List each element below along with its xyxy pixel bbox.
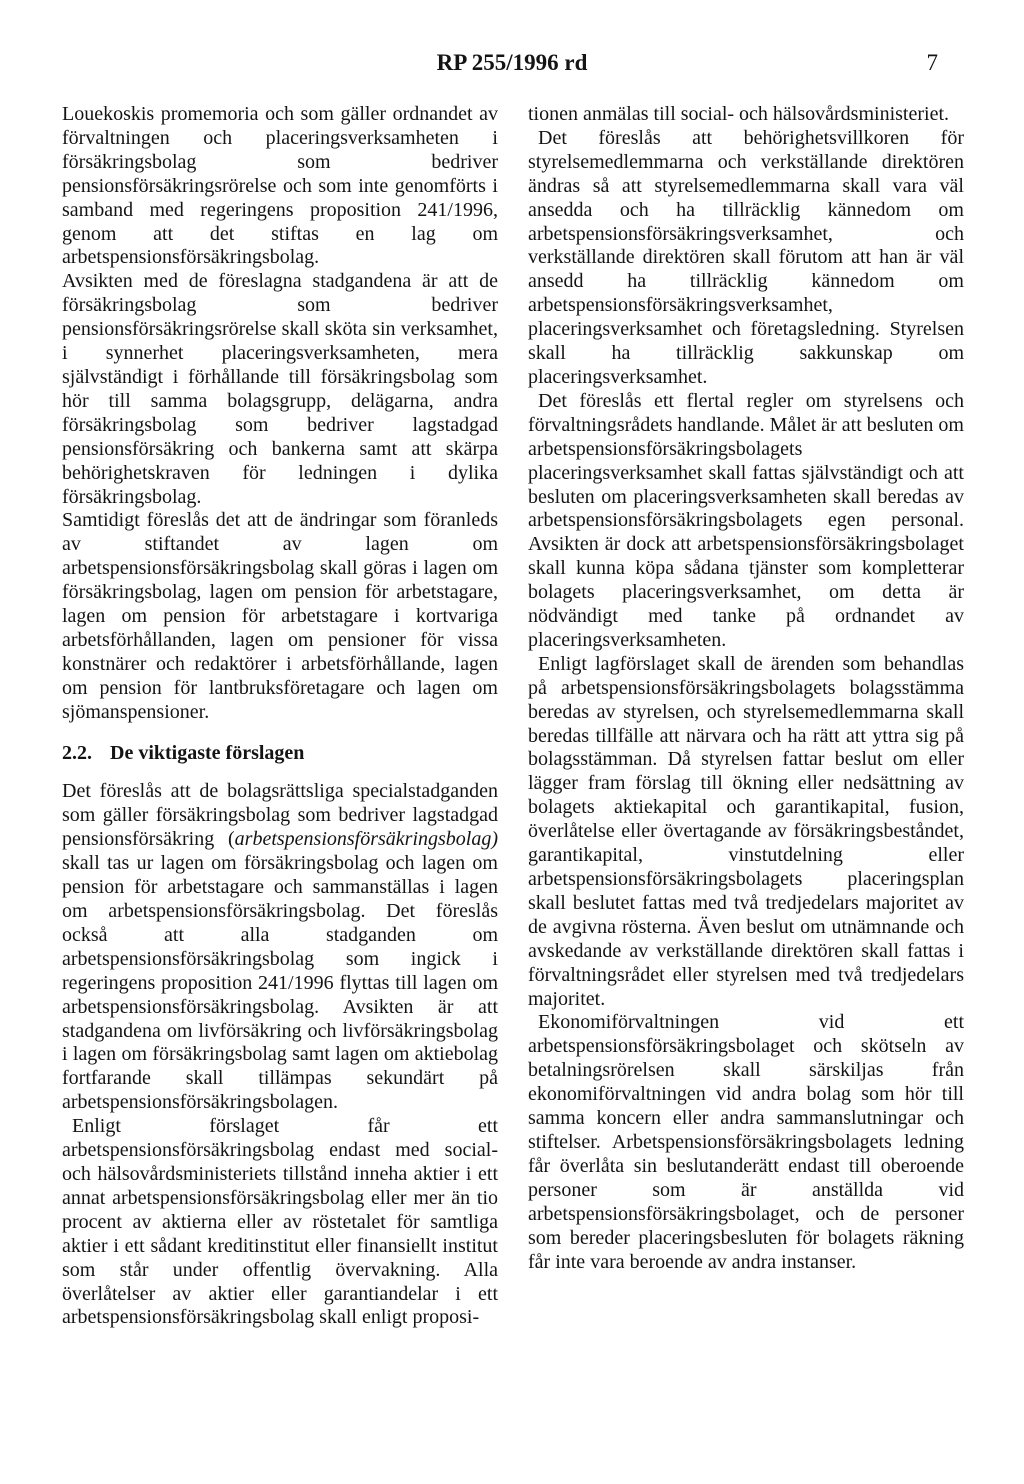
left-column (62, 103, 498, 1330)
paragraph: Enligt lagförslaget skall de ärenden som behandlas på arbetspensionsförsäkringsbolagets bolagsstämma beredas av styrelsen, och styrelsemedlemmarna skall beredas tillfälle att närvara och ha rätt att yttra sig på bolagsstämman. Då styrelsen fattar beslut om eller lägger fram förslag till ökning eller nedsättning av bolagets aktiekapital och garantikapital, fusion, överlåtelse eller övertagande av försäkringsbeståndet, garantikapital, vinstutdelning eller arbetspensionsförsäkringsbolagets placeringsplan skall beslutet fattas med två tredjedelars majoritet av de avgivna rösterna. Även beslut om utnämnande och avskedande av verkställande direktören skall fattas i förvaltningsrådet eller styrelsen med två tredjedelars majoritet. (528, 652, 964, 1010)
page-number: 7 (926, 50, 938, 75)
right-column (528, 103, 964, 1274)
paragraph: Avsikten med de föreslagna stadgandena är att de försäkringsbolag som bedriver pensionsförsäkringsrörelse skall sköta sin verksamhet, i synnerhet placeringsverksamheten, mera självständigt i förhållande till försäkringsbolag som hör till samma bolagsgrupp, delägarna, andra försäkringsbolag som bedriver lagstadgad pensionsförsäkring och bankerna samt att skärpa behörighetskraven för ledningen i dylika försäkringsbolag. (62, 270, 498, 508)
section-heading (62, 742, 498, 766)
paragraph: Louekoskis promemoria och som gäller ordnandet av förvaltningen och placeringsverksamheten i försäkringsbolag som bedriver pensionsförsäkringsrörelse och som inte genomförts i samband med regeringens proposition 241/1996, genom att det stiftas en lag om arbetspensionsförsäkringsbolag. (62, 103, 498, 269)
page-header (0, 48, 1024, 88)
paragraph: Samtidigt föreslås det att de ändringar som föranleds av stiftandet av lagen om arbetspensionsförsäkringsbolag skall göras i lagen om försäkringsbolag, lagen om pension för arbetstagare, lagen om pension för arbetstagare i kortvariga arbetsförhållanden, lagen om pensioner för vissa konstnärer och redaktörer i arbetsförhållande, lagen om pension för lantbruksföretagare och lagen om sjömanspensioner. (62, 509, 498, 723)
paragraph: Ekonomiförvaltningen vid ett arbetspensionsförsäkringsbolaget och skötseln av betalningsrörelsen skall särskiljas från ekonomiförvaltningen vid andra bolag som hör till samma koncern eller andra sammanslutningar och stiftelser. Arbetspensionsförsäkringsbolagets ledning får överlåta sin beslutanderätt endast till oberoende personer som är anställda vid arbetspensionsförsäkringsbolaget, och de personer som bereder placeringsbesluten för bolagets räkning får inte vara beroende av andra instanser. (528, 1011, 964, 1273)
paragraph-text: skall tas ur lagen om försäkringsbolag och lagen om pension för arbetstagare och sammanställas i lagen om arbetspensionsförsäkringsbolag. Det föreslås också att alla stadganden om arbetspensionsförsäkringsbolag som ingick i regeringens proposition 241/1996 flyttas till lagen om arbetspensionsförsäkringsbolag. Avsikten är att stadgandena om livförsäkring och livförsäkringsbolag i lagen om försäkringsbolag samt lagen om aktiebolag fortfarande skall tillämpas sekundärt på arbetspensionsförsäkringsbolagen. (62, 852, 498, 1114)
section-title: De viktigaste förslagen (110, 741, 305, 764)
paragraph (62, 780, 498, 1115)
section-number: 2.2. (62, 741, 92, 764)
italic-term: arbetspensionsförsäkringsbolag) (234, 828, 498, 851)
paragraph: Enligt förslaget får ett arbetspensionsförsäkringsbolag endast med social- och hälsovårdsministeriets tillstånd inneha aktier i ett annat arbetspensionsförsäkringsbolag eller mer än tio procent av aktierna eller av röstetalet för samtliga aktier i ett sådant kreditinstitut eller finansiellt institut som står under offentlig övervakning. Alla överlåtelser av aktier eller garantiandelar i ett arbetspensionsförsäkringsbolag skall enligt proposi- (62, 1115, 498, 1329)
document-title: RP 255/1996 rd (436, 50, 588, 75)
paragraph: Det föreslås ett flertal regler om styrelsens och förvaltningsrådets handlande. Målet är att besluten om arbetspensionsförsäkringsbolagets placeringsverksamhet skall fattas självständigt och att besluten om placeringsverksamheten skall beredas av arbetspensionsförsäkringsbolagets egen personal. Avsikten är dock att arbetspensionsförsäkringsbolaget skall kunna köpa sådana tjänster som kompletterar bolagets placeringsverksamhet, om detta är nödvändigt med tanke på ordnandet av placeringsverksamheten. (528, 389, 964, 651)
paragraph-text: Det föreslås att de bolagsrättsliga specialstadganden som gäller försäkringsbolag som bedriver lagstadgad pensionsförsäkring ( (62, 780, 498, 851)
paragraph: Det föreslås att behörighetsvillkoren för styrelsemedlemmarna och verkställande direktören ändras så att styrelsemedlemmarna skall vara väl ansedda och ha tillräcklig kännedom om arbetspensionsförsäkringsverksamhet, och verkställande direktören skall förutom att han är väl ansedd ha tillräcklig kännedom om arbetspensionsförsäkringsverksamhet, placeringsverksamhet och företagsledning. Styrelsen skall ha tillräcklig sakkunskap om placeringsverksamhet. (528, 126, 964, 388)
paragraph: tionen anmälas till social- och hälsovårdsministeriet. (528, 103, 950, 125)
